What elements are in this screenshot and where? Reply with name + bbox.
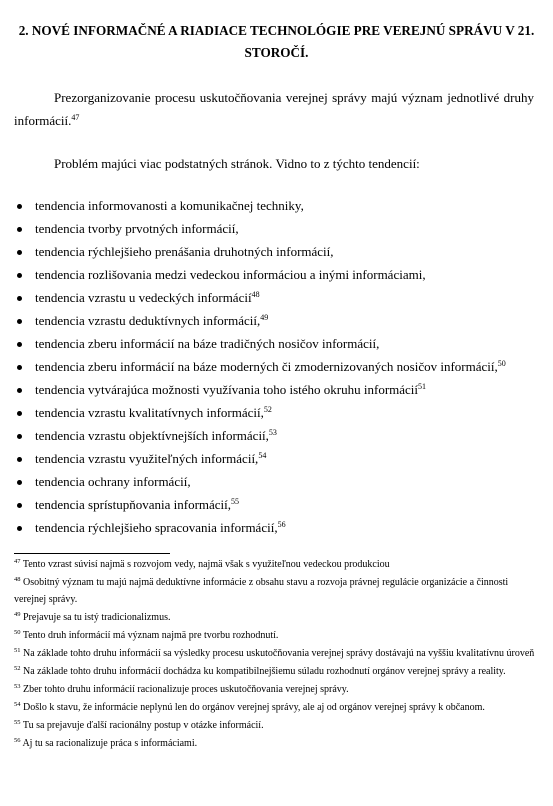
bullet-icon <box>17 296 22 301</box>
list-item-text: tendencia vzrastu deduktívnych informácií, <box>35 313 261 328</box>
list-item <box>0 286 553 309</box>
list-item <box>0 263 553 286</box>
footnote <box>14 663 538 680</box>
list-item-text: tendencia vzrastu u vedeckých informácií <box>35 290 252 305</box>
footnote-number: 55 <box>14 719 21 726</box>
bullet-icon <box>17 227 22 232</box>
footnote-text: Došlo k stavu, že informácie neplynú len do orgánov verejnej správy, ale aj od orgánov verejnej správy k občanom. <box>20 702 485 713</box>
footnote <box>14 735 538 752</box>
footnote-text: Tu sa prejavuje ďalší racionálny postup v otázke informácií. <box>20 720 264 731</box>
footnote-number: 48 <box>14 576 21 583</box>
list-item <box>0 240 553 263</box>
footnote-separator <box>14 553 170 554</box>
list-item <box>0 516 553 539</box>
list-item <box>0 447 553 470</box>
list-item <box>0 424 553 447</box>
footnote-ref[interactable]: 54 <box>258 451 267 460</box>
list-item <box>0 470 553 493</box>
list-item <box>0 332 553 355</box>
bullet-icon <box>17 480 22 485</box>
tendencies-list <box>0 194 553 539</box>
footnote-ref[interactable]: 52 <box>263 405 272 414</box>
list-item <box>0 217 553 240</box>
footnotes-section <box>14 556 538 753</box>
footnote <box>14 627 538 644</box>
list-item-text: tendencia ochrany informácií, <box>35 474 191 489</box>
footnote <box>14 609 538 626</box>
footnote-text: Na základe tohto druhu informácií dochádza ku kompatibilnejšiemu súladu rozhodnutí orgánov verejnej správy a reality. <box>20 666 506 677</box>
footnote-text: Aj tu sa racionalizuje práca s informáciami. <box>20 738 198 749</box>
intro-paragraph-text: Prezorganizovanie procesu uskutočňovania verejnej správy majú význam jednotlivé druhy informácií. <box>14 90 534 128</box>
footnote-text: Tento vzrast súvisí najmä s rozvojom vedy, najmä však s využiteľnou vedeckou produkciou <box>20 559 390 570</box>
chapter-heading: 2. NOVÉ INFORMAČNÉ A RIADIACE TECHNOLÓGIE PRE VEREJNÚ SPRÁVU V 21. STOROČÍ. <box>18 23 535 60</box>
footnote-number: 47 <box>14 558 21 565</box>
footnote-number: 53 <box>14 683 21 690</box>
list-item <box>0 355 553 378</box>
tendencies-intro-text: Problém majúci viac podstatných stránok. Vidno to z týchto tendencií: <box>54 156 420 171</box>
bullet-icon <box>17 204 22 209</box>
footnote-text: Prejavuje sa tu istý tradicionalizmus. <box>20 612 171 623</box>
footnote-number: 49 <box>14 611 21 618</box>
list-item-text: tendencia sprístupňovania informácií, <box>35 497 232 512</box>
footnote-number: 54 <box>14 701 21 708</box>
list-item <box>0 194 553 217</box>
bullet-icon <box>17 503 22 508</box>
footnote-text: Osobitný význam tu majú najmä deduktívne informácie z obsahu stavu a rozvoja právnej regulácie organizácie a činnosti verejnej správy. <box>14 577 509 605</box>
footnote-number: 51 <box>14 647 21 654</box>
footnote-number: 56 <box>14 737 21 744</box>
list-item-text: tendencia rozlišovania medzi vedeckou informáciou a inými informáciami, <box>35 267 426 282</box>
bullet-icon <box>17 365 22 370</box>
list-item-text: tendencia rýchlejšieho prenášania druhotných informácií, <box>35 244 334 259</box>
intro-paragraph <box>14 86 534 132</box>
list-item <box>0 401 553 424</box>
list-item-text: tendencia vzrastu využiteľných informácií, <box>35 451 259 466</box>
footnote-number: 50 <box>14 629 21 636</box>
list-item <box>0 378 553 401</box>
footnote <box>14 699 538 716</box>
footnote-ref[interactable]: 50 <box>497 359 506 368</box>
bullet-icon <box>17 250 22 255</box>
footnote <box>14 717 538 734</box>
list-item-text: tendencia zberu informácií na báze tradičných nosičov informácií, <box>35 336 380 351</box>
bullet-icon <box>17 457 22 462</box>
footnote <box>14 574 538 608</box>
bullet-icon <box>17 526 22 531</box>
footnote-ref[interactable]: 48 <box>251 290 260 299</box>
list-item-text: tendencia vytvárajúca možnosti využívania toho istého okruhu informácií <box>35 382 419 397</box>
bullet-icon <box>17 319 22 324</box>
footnote-ref[interactable]: 47 <box>71 113 80 122</box>
list-item <box>0 309 553 332</box>
tendencies-intro-paragraph <box>14 152 534 175</box>
footnote-ref[interactable]: 49 <box>260 313 269 322</box>
list-item-text: tendencia zberu informácií na báze moderných či zmodernizovaných nosičov informácií, <box>35 359 498 374</box>
footnote-text: Na základe tohto druhu informácií sa výsledky procesu uskutočňovania verejnej správy dostávajú na vyššiu kvalitatívnu úroveň <box>20 648 535 659</box>
bullet-icon <box>17 273 22 278</box>
footnote-ref[interactable]: 55 <box>231 497 240 506</box>
footnote-ref[interactable]: 51 <box>418 382 427 391</box>
footnote-ref[interactable]: 53 <box>268 428 277 437</box>
list-item-text: tendencia rýchlejšieho spracovania informácií, <box>35 520 278 535</box>
list-item-text: tendencia vzrastu kvalitatívnych informácií, <box>35 405 264 420</box>
list-item-text: tendencia vzrastu objektívnejších informácií, <box>35 428 269 443</box>
footnote-number: 52 <box>14 665 21 672</box>
bullet-icon <box>17 434 22 439</box>
footnote-text: Zber tohto druhu informácií racionalizuje proces uskutočňovania verejnej správy. <box>20 684 349 695</box>
list-item <box>0 493 553 516</box>
footnote <box>14 645 538 662</box>
footnote-text: Tento druh informácií má význam najmä pre tvorbu rozhodnutí. <box>20 630 279 641</box>
footnote <box>14 681 538 698</box>
list-item-text: tendencia informovanosti a komunikačnej techniky, <box>35 198 304 213</box>
footnote-ref[interactable]: 56 <box>277 520 286 529</box>
bullet-icon <box>17 342 22 347</box>
bullet-icon <box>17 411 22 416</box>
list-item-text: tendencia tvorby prvotných informácií, <box>35 221 239 236</box>
bullet-icon <box>17 388 22 393</box>
footnote <box>14 556 538 573</box>
